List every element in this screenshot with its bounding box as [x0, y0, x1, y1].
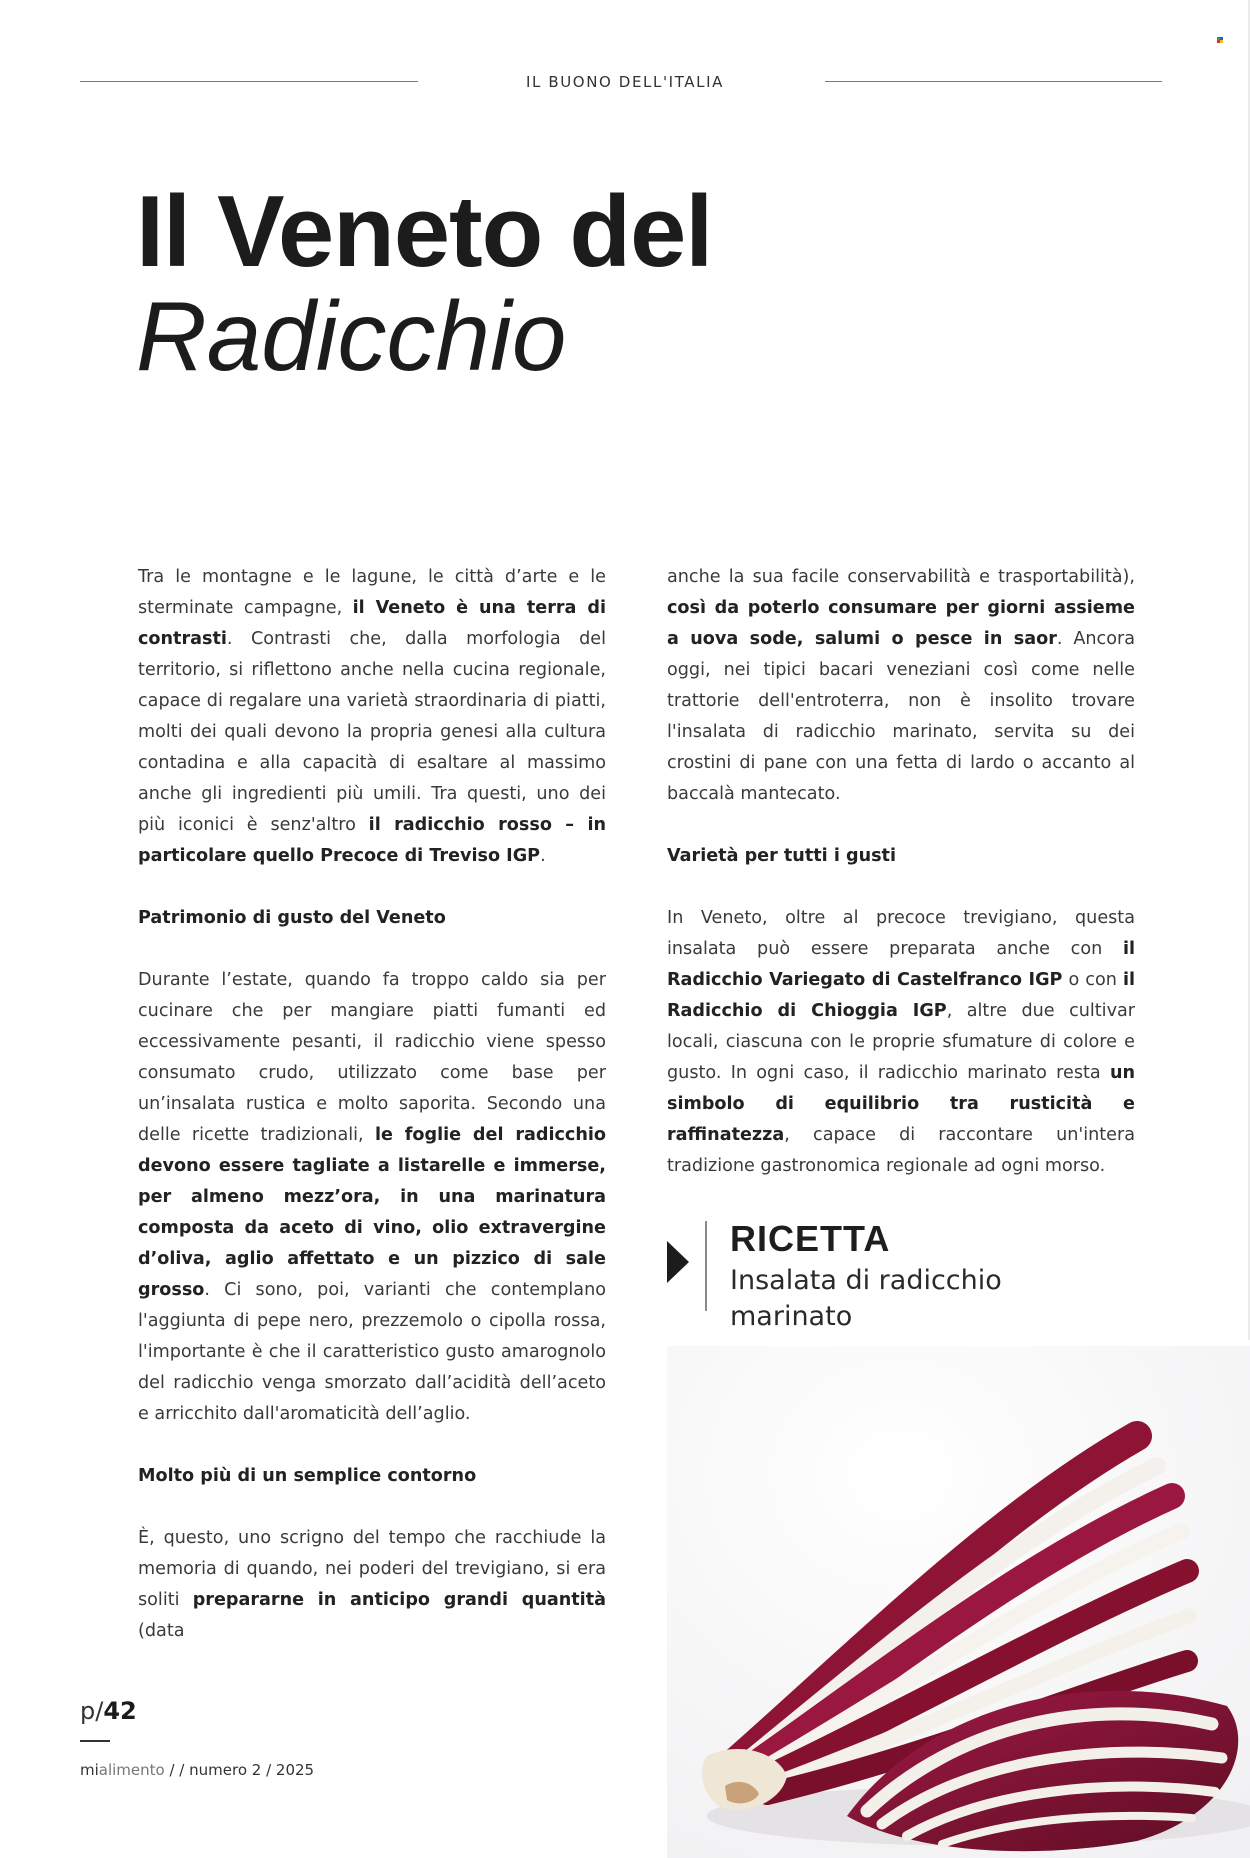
- title-line-2: Radicchio: [136, 281, 567, 391]
- paragraph-conservabilita: anche la sua facile conservabilità e trasportabilità), così da poterlo consumare per giorni assieme a uova sode, salumi o pesce in saor. Ancora oggi, nei tipici bacari veneziani così come nelle trattorie dell'entroterra, non è insolito trovare l'insalata di radicchio marinato, servita su dei crostini di pane con una fetta di lardo o accanto al baccalà mantecato.: [667, 567, 1135, 804]
- recipe-callout[interactable]: [667, 1217, 1127, 1332]
- title-line-1: Il Veneto del: [136, 176, 713, 288]
- color-registration-mark-icon: [1217, 37, 1224, 44]
- recipe-name: Insalata di radicchio marinato: [730, 1265, 1002, 1332]
- subheading-contorno: Molto più di un semplice contorno: [138, 1466, 477, 1486]
- magazine-name-part1: mi: [80, 1761, 99, 1779]
- magazine-name-part2: alimento: [98, 1761, 165, 1779]
- subheading-patrimonio: Patrimonio di gusto del Veneto: [138, 908, 446, 928]
- header-rule-right: [825, 81, 1162, 82]
- recipe-divider: [705, 1221, 707, 1311]
- paragraph-scrigno: È, questo, uno scrigno del tempo che racchiude la memoria di quando, nei poderi del trevigiano, si era soliti prepararne in anticipo grandi quantità (data: [138, 1528, 606, 1641]
- page-number-rule: [80, 1740, 110, 1742]
- paragraph-intro: Tra le montagne e le lagune, le città d’arte e le sterminate campagne, il Veneto è una terra di contrasti. Contrasti che, dalla morfologia del territorio, si riflettono anche nella cucina regionale, capace di regalare una varietà straordinaria di piatti, molti dei quali devono la propria genesi alla cultura contadina e alla capacità di esaltare al massimo anche gli ingredienti più umili. Tra questi, uno dei più iconici è senz'altro il radicchio rosso – in particolare quello Precoce di Treviso IGP.: [138, 567, 607, 866]
- right-column: [667, 562, 1135, 1182]
- page-number: p/42: [80, 1697, 137, 1725]
- recipe-label: RICETTA: [730, 1218, 891, 1259]
- paragraph-estate: Durante l’estate, quando fa troppo caldo sia per cucinare che per mangiare piatti fumanti ed eccessivamente pesanti, il radicchio viene spesso consumato crudo, utilizzato come base per un’insalata rustica e molto saporita. Secondo una delle ricette tradizionali, le foglie del radicchio devono essere tagliate a listarelle e immerse, per almeno mezz’ora, in una marinatura composta da aceto di vino, olio extravergine d’oliva, aglio affettato e un pizzico di sale grosso. Ci sono, poi, varianti che contemplano l'aggiunta di pepe nero, prezzemolo o cipolla rossa, l'importante è che il caratteristico gusto amarognolo del radicchio venga smorzato dall’acidità dell’aceto e arricchito dall'aromaticità dell’aglio.: [138, 970, 606, 1424]
- paragraph-varieta: In Veneto, oltre al precoce trevigiano, questa insalata può essere preparata anche con il Radicchio Variegato di Castelfranco IGP o con il Radicchio di Chioggia IGP, altre due cultivar locali, ciascuna con le proprie sfumature di colore e gusto. In ogni caso, il radicchio marinato resta un simbolo di equilibrio tra rusticità e raffinatezza, capace di raccontare un'intera tradizione gastronomica regionale ad ogni morso.: [667, 908, 1135, 1176]
- left-column: [138, 562, 606, 1647]
- article-title: [136, 176, 713, 391]
- play-triangle-icon: [667, 1241, 689, 1283]
- section-header: IL BUONO DELL'ITALIA: [525, 73, 724, 91]
- magazine-footer: [80, 1761, 314, 1779]
- radicchio-photo: [667, 1346, 1250, 1858]
- issue-info: / / numero 2 / 2025: [164, 1761, 315, 1779]
- subheading-varieta: Varietà per tutti i gusti: [667, 846, 897, 866]
- radicchio-illustration: [667, 1346, 1250, 1858]
